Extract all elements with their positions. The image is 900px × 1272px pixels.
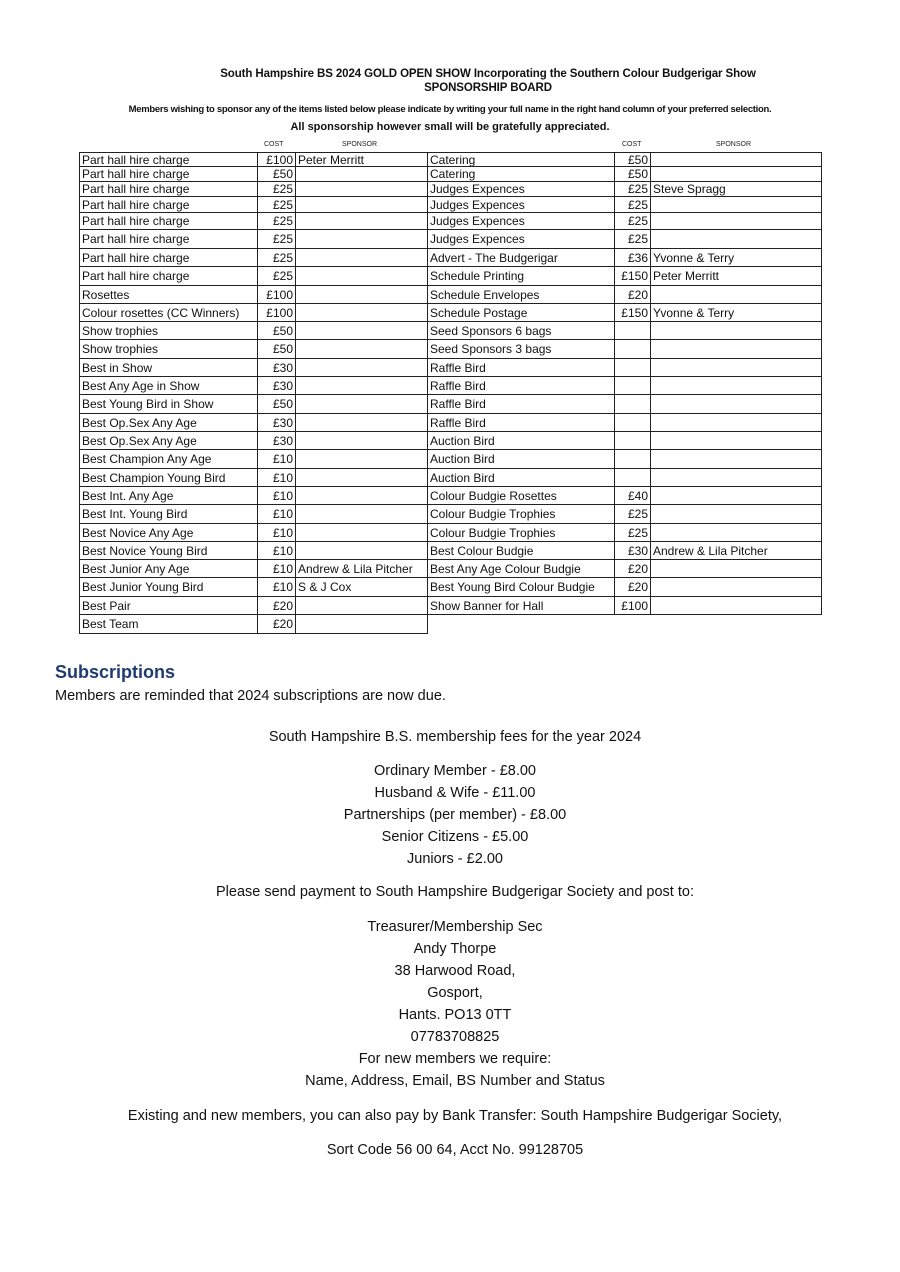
cost-cell: £20 — [258, 597, 296, 615]
cost-cell: £25 — [258, 230, 296, 249]
cost-cell: £20 — [615, 578, 651, 597]
fee-line: Juniors - £2.00 — [407, 851, 503, 867]
sponsor-cell[interactable] — [651, 597, 822, 615]
item-cell: Best Junior Any Age — [80, 560, 258, 578]
sponsor-cell[interactable] — [651, 505, 822, 524]
sponsorship-row — [80, 322, 428, 340]
cost-cell — [615, 322, 651, 340]
sponsor-cell[interactable] — [296, 487, 428, 505]
sponsorship-row — [80, 304, 428, 322]
sponsor-cell[interactable] — [651, 395, 822, 414]
item-cell: Seed Sponsors 6 bags — [428, 322, 615, 340]
sponsorship-row — [428, 182, 822, 197]
cost-cell: £20 — [615, 286, 651, 304]
right-cost-header: COST — [622, 141, 642, 148]
sponsorship-row — [80, 432, 428, 450]
sponsor-cell[interactable] — [296, 340, 428, 359]
sponsor-cell[interactable] — [296, 432, 428, 450]
payment-instruction: Please send payment to South Hampshire Budgerigar Society and post to: — [216, 884, 694, 900]
sponsorship-row — [428, 377, 822, 395]
sponsor-cell[interactable] — [651, 524, 822, 542]
sponsorship-row — [80, 359, 428, 377]
cost-cell: £30 — [258, 377, 296, 395]
sponsorship-row — [428, 560, 822, 578]
new-members-requirements: Name, Address, Email, BS Number and Status — [305, 1073, 605, 1089]
item-cell: Schedule Envelopes — [428, 286, 615, 304]
bank-details: Sort Code 56 00 64, Acct No. 99128705 — [326, 1142, 584, 1158]
cost-cell: £10 — [258, 578, 296, 597]
item-cell: Best Novice Any Age — [80, 524, 258, 542]
cost-cell: £50 — [615, 153, 651, 167]
sponsor-cell[interactable]: Andrew & Lila Pitcher — [651, 542, 822, 560]
item-cell: Colour Budgie Trophies — [428, 505, 615, 524]
cost-cell: £25 — [615, 505, 651, 524]
cost-cell: £20 — [258, 615, 296, 634]
item-cell: Best Op.Sex Any Age — [80, 432, 258, 450]
sponsorship-row — [80, 524, 428, 542]
sponsorship-row — [80, 450, 428, 469]
sponsor-cell[interactable] — [651, 414, 822, 432]
item-cell: Schedule Postage — [428, 304, 615, 322]
sponsor-cell[interactable]: Peter Merritt — [651, 267, 822, 286]
sponsorship-row — [80, 230, 428, 249]
cost-cell — [615, 377, 651, 395]
item-cell: Advert - The Budgerigar — [428, 249, 615, 267]
sponsor-cell[interactable] — [296, 542, 428, 560]
sponsorship-row — [80, 377, 428, 395]
sponsorship-row — [80, 340, 428, 359]
sponsorship-row — [428, 414, 822, 432]
sponsorship-row — [80, 286, 428, 304]
new-members-note: For new members we require: — [358, 1051, 552, 1067]
item-cell: Part hall hire charge — [80, 249, 258, 267]
item-cell: Best Any Age Colour Budgie — [428, 560, 615, 578]
sponsorship-row — [428, 340, 822, 359]
sponsor-cell[interactable] — [651, 578, 822, 597]
item-cell: Judges Expences — [428, 230, 615, 249]
sponsorship-row — [80, 414, 428, 432]
item-cell: Raffle Bird — [428, 359, 615, 377]
item-cell: Part hall hire charge — [80, 167, 258, 182]
cost-cell: £36 — [615, 249, 651, 267]
item-cell: Rosettes — [80, 286, 258, 304]
item-cell: Judges Expences — [428, 213, 615, 230]
cost-cell: £25 — [258, 267, 296, 286]
cost-cell: £25 — [258, 213, 296, 230]
phone-number: 07783708825 — [410, 1029, 500, 1045]
item-cell: Colour Budgie Rosettes — [428, 487, 615, 505]
item-cell: Best Champion Young Bird — [80, 469, 258, 487]
board-subtitle: SPONSORSHIP BOARD — [424, 82, 552, 94]
item-cell: Catering — [428, 167, 615, 182]
sponsorship-row — [80, 505, 428, 524]
cost-cell: £25 — [615, 182, 651, 197]
item-cell: Best Junior Young Bird — [80, 578, 258, 597]
item-cell: Part hall hire charge — [80, 153, 258, 167]
sponsor-cell[interactable] — [296, 322, 428, 340]
sponsor-cell[interactable] — [651, 560, 822, 578]
address-line: Treasurer/Membership Sec — [367, 919, 543, 935]
cost-cell: £10 — [258, 469, 296, 487]
cost-cell: £25 — [615, 213, 651, 230]
sponsorship-row — [428, 153, 822, 167]
sponsor-cell[interactable] — [651, 197, 822, 213]
item-cell: Best Team — [80, 615, 258, 634]
item-cell: Best Champion Any Age — [80, 450, 258, 469]
item-cell: Best Int. Any Age — [80, 487, 258, 505]
bank-transfer-note: Existing and new members, you can also pay by Bank Transfer: South Hampshire Budgerigar Society, — [127, 1108, 783, 1124]
sponsor-cell[interactable] — [651, 286, 822, 304]
sponsorship-row — [80, 560, 428, 578]
sponsorship-row — [428, 230, 822, 249]
sponsorship-row — [80, 578, 428, 597]
cost-cell — [615, 340, 651, 359]
sponsorship-row — [80, 167, 428, 182]
sponsor-cell[interactable]: Steve Spragg — [651, 182, 822, 197]
cost-cell: £100 — [258, 304, 296, 322]
sponsorship-row — [428, 578, 822, 597]
left-cost-header: COST — [264, 141, 284, 148]
item-cell: Auction Bird — [428, 432, 615, 450]
item-cell: Best Novice Young Bird — [80, 542, 258, 560]
item-cell: Best Int. Young Bird — [80, 505, 258, 524]
sponsorship-row — [80, 197, 428, 213]
address-line: Andy Thorpe — [413, 941, 497, 957]
sponsor-cell[interactable] — [651, 450, 822, 469]
item-cell: Schedule Printing — [428, 267, 615, 286]
sponsorship-row — [428, 322, 822, 340]
sponsorship-row — [80, 615, 428, 634]
sponsor-cell[interactable] — [296, 450, 428, 469]
sponsor-cell[interactable] — [296, 167, 428, 182]
cost-cell: £30 — [258, 432, 296, 450]
address-line: Gosport, — [427, 985, 483, 1001]
sponsorship-row — [80, 542, 428, 560]
sponsor-cell[interactable] — [651, 230, 822, 249]
item-cell: Part hall hire charge — [80, 230, 258, 249]
sponsorship-row — [80, 267, 428, 286]
sponsorship-row — [428, 213, 822, 230]
cost-cell: £50 — [258, 395, 296, 414]
sponsor-cell[interactable] — [296, 597, 428, 615]
cost-cell: £10 — [258, 542, 296, 560]
sponsor-cell[interactable] — [296, 377, 428, 395]
show-title: South Hampshire BS 2024 GOLD OPEN SHOW Incorporating the Southern Colour Budgerigar Show — [220, 68, 756, 80]
cost-cell: £10 — [258, 505, 296, 524]
sponsor-cell[interactable] — [296, 286, 428, 304]
sponsor-cell[interactable] — [296, 469, 428, 487]
cost-cell — [615, 414, 651, 432]
cost-cell: £100 — [615, 597, 651, 615]
cost-cell: £50 — [258, 322, 296, 340]
item-cell: Part hall hire charge — [80, 213, 258, 230]
item-cell: Colour rosettes (CC Winners) — [80, 304, 258, 322]
sponsor-cell[interactable] — [651, 377, 822, 395]
item-cell: Auction Bird — [428, 450, 615, 469]
item-cell: Show trophies — [80, 322, 258, 340]
cost-cell: £10 — [258, 450, 296, 469]
cost-cell — [615, 395, 651, 414]
sponsor-cell[interactable]: Yvonne & Terry — [651, 249, 822, 267]
sponsorship-row — [428, 450, 822, 469]
item-cell: Seed Sponsors 3 bags — [428, 340, 615, 359]
item-cell: Part hall hire charge — [80, 197, 258, 213]
sponsor-cell[interactable] — [651, 469, 822, 487]
sponsorship-row — [428, 249, 822, 267]
cost-cell: £150 — [615, 267, 651, 286]
sponsor-cell[interactable] — [651, 359, 822, 377]
address-line: 38 Harwood Road, — [394, 963, 516, 979]
sponsorship-row — [428, 359, 822, 377]
sponsor-cell[interactable] — [296, 197, 428, 213]
sponsor-cell[interactable] — [651, 322, 822, 340]
item-cell: Best Young Bird in Show — [80, 395, 258, 414]
sponsor-cell[interactable] — [651, 340, 822, 359]
sponsor-cell[interactable] — [296, 414, 428, 432]
sponsorship-row — [428, 167, 822, 182]
sponsorship-row — [80, 487, 428, 505]
sponsorship-row — [428, 395, 822, 414]
cost-cell: £100 — [258, 286, 296, 304]
sponsorship-row — [428, 432, 822, 450]
left-sponsorship-table — [79, 152, 428, 634]
item-cell: Show Banner for Hall — [428, 597, 615, 615]
sponsorship-row — [428, 197, 822, 213]
sponsorship-row — [428, 267, 822, 286]
address-line: Hants. PO13 0TT — [398, 1007, 512, 1023]
item-cell: Auction Bird — [428, 469, 615, 487]
item-cell: Show trophies — [80, 340, 258, 359]
item-cell: Part hall hire charge — [80, 182, 258, 197]
subscriptions-heading: Subscriptions — [55, 662, 176, 682]
sponsor-cell[interactable] — [296, 230, 428, 249]
sponsor-cell[interactable] — [296, 505, 428, 524]
sponsor-cell[interactable] — [651, 167, 822, 182]
right-sponsorship-table — [427, 152, 822, 615]
sponsor-cell[interactable] — [651, 432, 822, 450]
sponsor-cell[interactable]: Peter Merritt — [296, 153, 428, 167]
item-cell: Best Pair — [80, 597, 258, 615]
cost-cell: £25 — [258, 249, 296, 267]
sponsorship-row — [80, 182, 428, 197]
sponsor-cell[interactable] — [296, 359, 428, 377]
appreciation-note: All sponsorship however small will be gratefully appreciated. — [290, 121, 610, 133]
fees-title: South Hampshire B.S. membership fees for the year 2024 — [268, 729, 642, 745]
sponsor-cell[interactable] — [651, 213, 822, 230]
sponsor-cell[interactable]: Yvonne & Terry — [651, 304, 822, 322]
cost-cell: £30 — [258, 359, 296, 377]
item-cell: Raffle Bird — [428, 395, 615, 414]
sponsor-instruction: Members wishing to sponsor any of the items listed below please indicate by writing your full name in the right hand column of your preferred selection. — [128, 104, 772, 115]
cost-cell — [615, 450, 651, 469]
item-cell: Best Any Age in Show — [80, 377, 258, 395]
sponsor-cell[interactable] — [651, 153, 822, 167]
right-sponsor-header: SPONSOR — [716, 141, 752, 148]
sponsorship-row — [428, 524, 822, 542]
sponsor-cell[interactable]: S & J Cox — [296, 578, 428, 597]
cost-cell: £10 — [258, 524, 296, 542]
sponsor-cell[interactable] — [296, 615, 428, 634]
item-cell: Best Colour Budgie — [428, 542, 615, 560]
sponsorship-row — [428, 505, 822, 524]
sponsorship-row — [80, 469, 428, 487]
cost-cell: £50 — [258, 340, 296, 359]
item-cell: Colour Budgie Trophies — [428, 524, 615, 542]
sponsorship-row — [80, 597, 428, 615]
cost-cell: £10 — [258, 487, 296, 505]
cost-cell — [615, 359, 651, 377]
item-cell: Judges Expences — [428, 182, 615, 197]
sponsorship-row — [80, 213, 428, 230]
cost-cell — [615, 432, 651, 450]
sponsorship-row — [80, 249, 428, 267]
sponsorship-row — [428, 304, 822, 322]
sponsorship-row — [80, 153, 428, 167]
cost-cell: £30 — [615, 542, 651, 560]
fee-line: Partnerships (per member) - £8.00 — [343, 807, 567, 823]
fee-line: Husband & Wife - £11.00 — [374, 785, 536, 801]
sponsor-cell[interactable]: Andrew & Lila Pitcher — [296, 560, 428, 578]
sponsorship-row — [428, 469, 822, 487]
item-cell: Best in Show — [80, 359, 258, 377]
cost-cell: £25 — [615, 230, 651, 249]
sponsorship-row — [428, 286, 822, 304]
left-sponsor-header: SPONSOR — [342, 141, 378, 148]
sponsor-cell[interactable] — [296, 395, 428, 414]
cost-cell: £50 — [615, 167, 651, 182]
item-cell: Part hall hire charge — [80, 267, 258, 286]
item-cell: Best Op.Sex Any Age — [80, 414, 258, 432]
cost-cell: £40 — [615, 487, 651, 505]
fee-line: Ordinary Member - £8.00 — [374, 763, 536, 779]
item-cell: Judges Expences — [428, 197, 615, 213]
item-cell: Raffle Bird — [428, 414, 615, 432]
sponsor-cell[interactable] — [651, 487, 822, 505]
cost-cell: £25 — [258, 182, 296, 197]
cost-cell: £25 — [615, 197, 651, 213]
fee-line: Senior Citizens - £5.00 — [381, 829, 529, 845]
cost-cell: £150 — [615, 304, 651, 322]
cost-cell: £30 — [258, 414, 296, 432]
cost-cell: £25 — [615, 524, 651, 542]
sponsorship-row — [428, 597, 822, 615]
subscriptions-reminder: Members are reminded that 2024 subscriptions are now due. — [55, 688, 446, 704]
cost-cell: £20 — [615, 560, 651, 578]
sponsor-cell[interactable] — [296, 524, 428, 542]
sponsor-cell[interactable] — [296, 304, 428, 322]
sponsorship-row — [80, 395, 428, 414]
cost-cell: £100 — [258, 153, 296, 167]
sponsorship-row — [428, 487, 822, 505]
sponsor-cell[interactable] — [296, 213, 428, 230]
cost-cell: £50 — [258, 167, 296, 182]
cost-cell: £10 — [258, 560, 296, 578]
sponsor-cell[interactable] — [296, 267, 428, 286]
item-cell: Raffle Bird — [428, 377, 615, 395]
sponsor-cell[interactable] — [296, 182, 428, 197]
sponsor-cell[interactable] — [296, 249, 428, 267]
item-cell: Catering — [428, 153, 615, 167]
cost-cell: £25 — [258, 197, 296, 213]
cost-cell — [615, 469, 651, 487]
item-cell: Best Young Bird Colour Budgie — [428, 578, 615, 597]
sponsorship-row — [428, 542, 822, 560]
